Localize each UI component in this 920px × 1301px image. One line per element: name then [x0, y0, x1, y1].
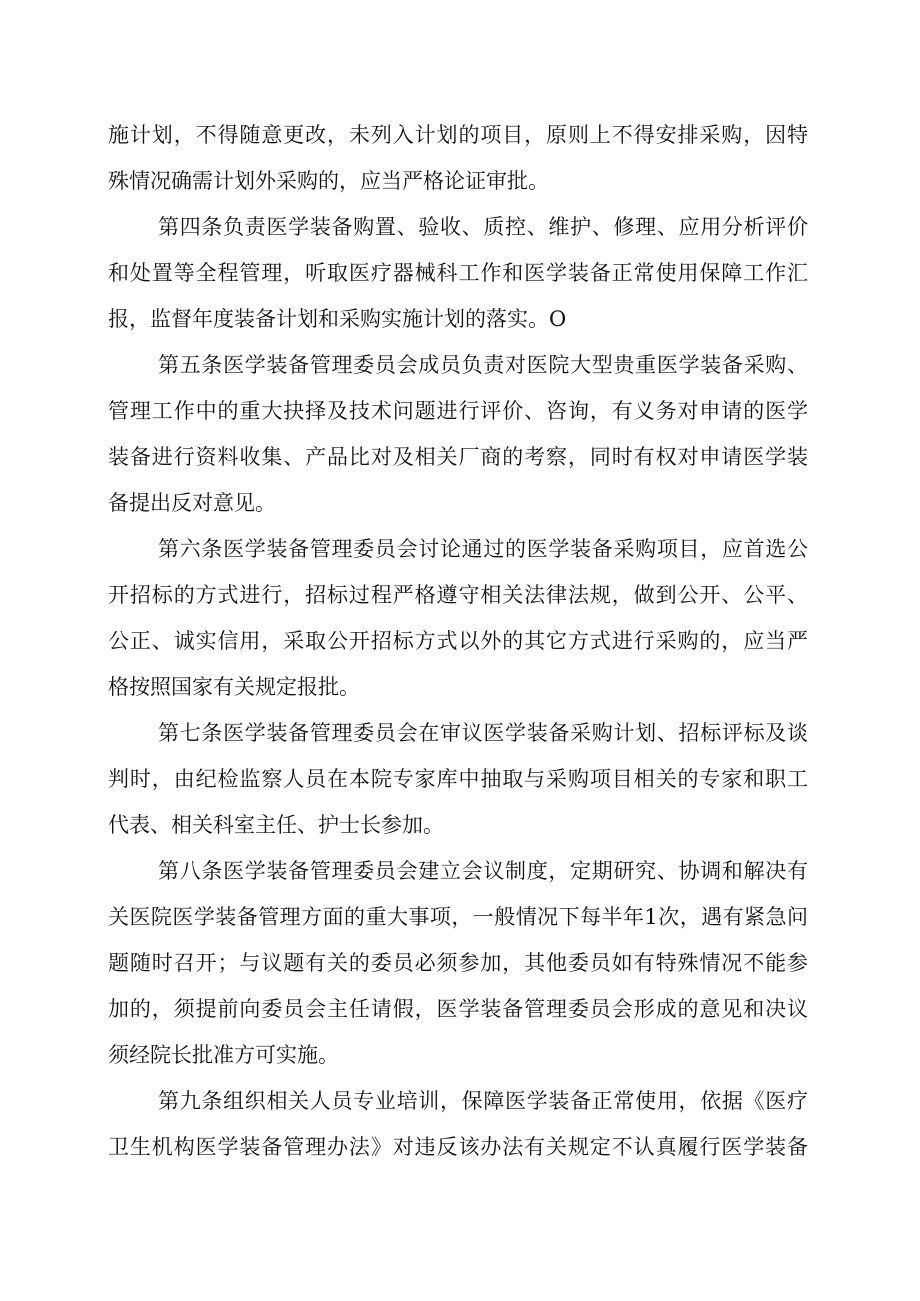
text-line: 和处置等全程管理，听取医疗器械科工作和医学装备正常使用保障工作汇	[108, 261, 808, 285]
text-line: 报，监督年度装备计划和采购实施计划的落实。O	[108, 307, 567, 331]
paragraph-continuation	[108, 112, 808, 204]
text-line: 关医院医学装备管理方面的重大事项，一般情况下每半年1次，遇有紧急问	[108, 905, 808, 929]
text-line: 施计划，不得随意更改，未列入计划的项目，原则上不得安排采购，因特	[108, 123, 808, 147]
text-line: 判时，由纪检监察人员在本院专家库中抽取与采购项目相关的专家和职工	[108, 767, 808, 791]
text-line: 须经院长批准方可实施。	[108, 1043, 339, 1067]
text-line: 代表、相关科室主任、护士长参加。	[108, 813, 444, 837]
document-body	[108, 112, 808, 1170]
text-line: 第五条医学装备管理委员会成员负责对医院大型贵重医学装备采购、	[158, 353, 808, 377]
text-line: 第六条医学装备管理委员会讨论通过的医学装备采购项目，应首选公	[158, 537, 808, 561]
text-line: 第七条医学装备管理委员会在审议医学装备采购计划、招标评标及谈	[158, 721, 808, 745]
text-line: 格按照国家有关规定报批。	[108, 675, 360, 699]
paragraph-article-4	[108, 204, 808, 342]
text-line: 第九条组织相关人员专业培训，保障医学装备正常使用，依据《医疗	[158, 1089, 808, 1113]
text-line: 备提出反对意见。	[108, 491, 276, 515]
text-line: 第四条负责医学装备购置、验收、质控、维护、修理、应用分析评价	[158, 215, 808, 239]
text-line: 第八条医学装备管理委员会建立会议制度，定期研究、协调和解决有	[158, 859, 808, 883]
text-line: 公正、诚实信用，采取公开招标方式以外的其它方式进行采购的，应当严	[108, 629, 808, 653]
paragraph-article-9	[108, 1078, 808, 1170]
text-line: 管理工作中的重大抉择及技术问题进行评价、咨询，有义务对申请的医学	[108, 399, 808, 423]
text-line: 加的，须提前向委员会主任请假，医学装备管理委员会形成的意见和决议	[108, 997, 808, 1021]
paragraph-article-5	[108, 342, 808, 526]
paragraph-article-6	[108, 526, 808, 710]
paragraph-article-8	[108, 848, 808, 1078]
text-line: 殊情况确需计划外采购的，应当严格论证审批。	[108, 169, 549, 193]
paragraph-article-7	[108, 710, 808, 848]
text-line: 装备进行资料收集、产品比对及相关厂商的考察，同时有权对申请医学装	[108, 445, 808, 469]
text-line: 题随时召开；与议题有关的委员必须参加，其他委员如有特殊情况不能参	[108, 951, 808, 975]
text-line: 开招标的方式进行，招标过程严格遵守相关法律法规，做到公开、公平、	[108, 583, 808, 607]
text-line: 卫生机构医学装备管理办法》对违反该办法有关规定不认真履行医学装备	[108, 1135, 808, 1159]
